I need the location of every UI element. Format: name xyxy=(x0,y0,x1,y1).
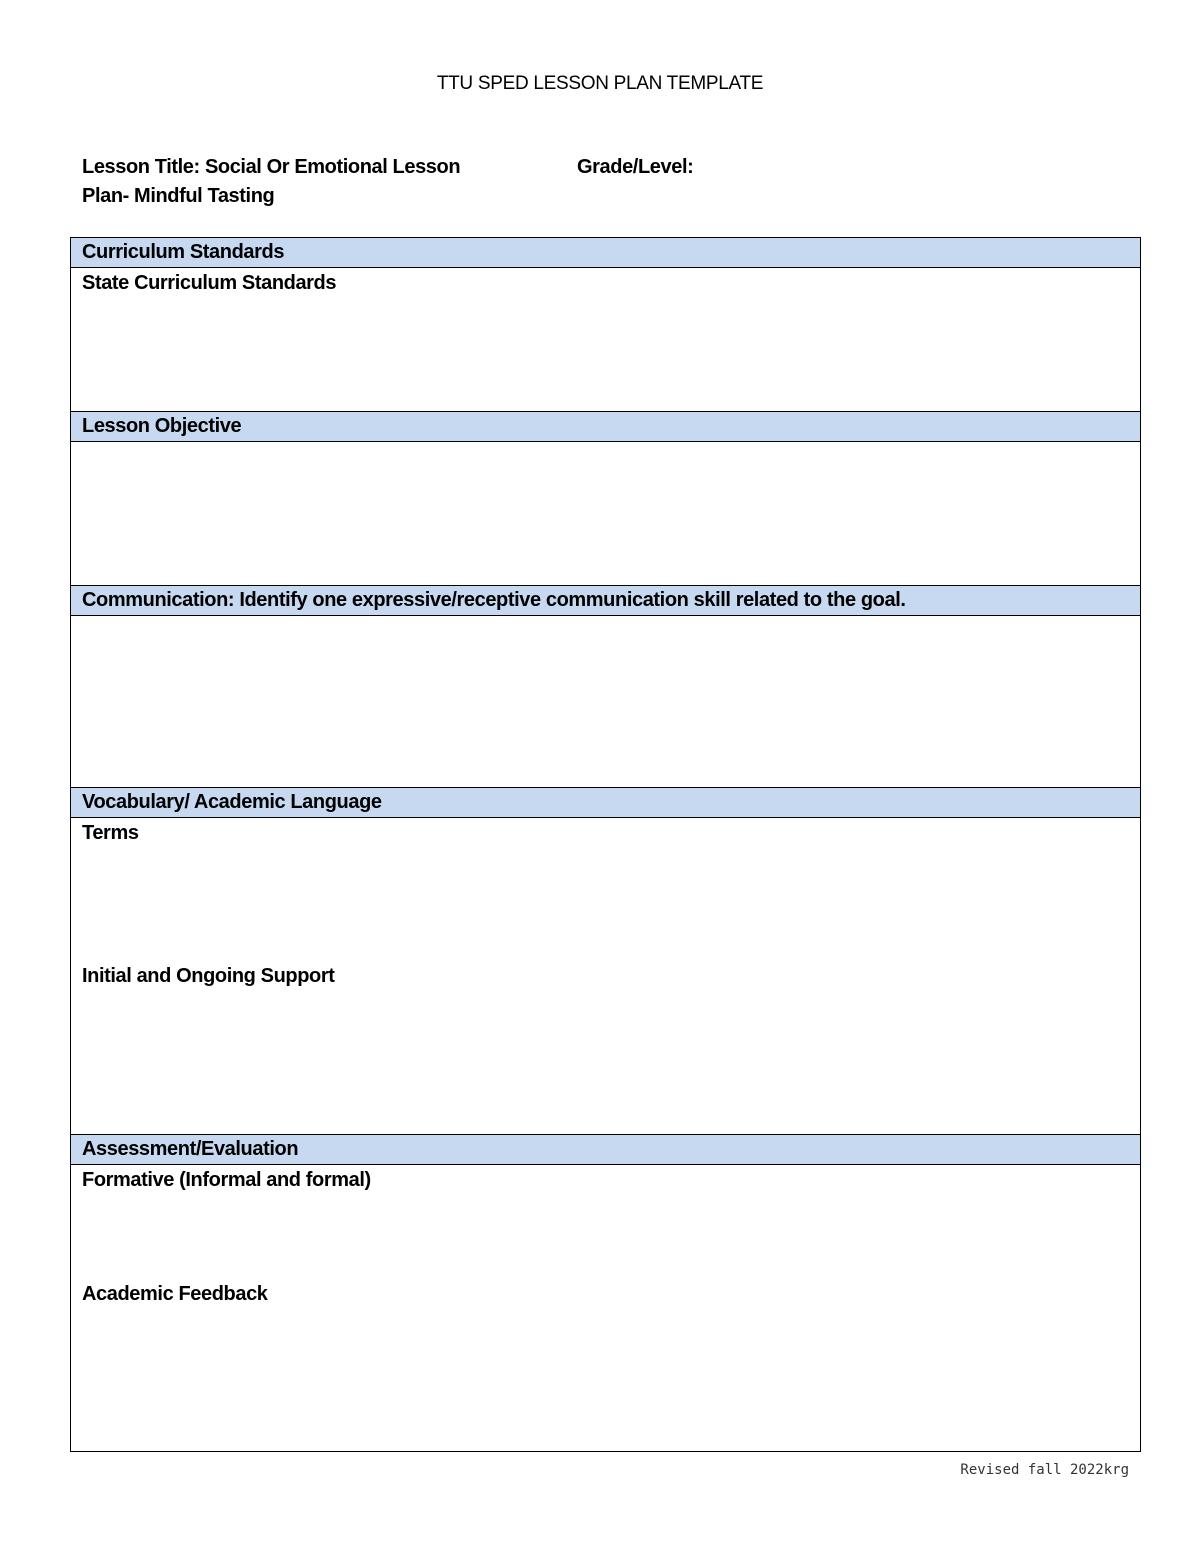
lesson-objective-body[interactable] xyxy=(71,442,1140,586)
formative-label: Formative (Informal and formal) xyxy=(82,1169,371,1191)
document-title: TTU SPED LESSON PLAN TEMPLATE xyxy=(436,73,764,94)
lesson-objective-header: Lesson Objective xyxy=(71,412,1140,442)
vocabulary-header: Vocabulary/ Academic Language xyxy=(71,788,1140,818)
communication-body[interactable] xyxy=(71,616,1140,788)
assessment-body[interactable] xyxy=(71,1165,1140,1451)
initial-ongoing-support-label: Initial and Ongoing Support xyxy=(82,965,335,987)
assessment-header: Assessment/Evaluation xyxy=(71,1135,1140,1165)
lesson-title: Lesson Title: Social Or Emotional Lesson Plan- Mindful Tasting xyxy=(82,156,461,207)
grade-level: Grade/Level: xyxy=(577,156,694,178)
terms-label: Terms xyxy=(82,822,139,844)
vocabulary-body[interactable] xyxy=(71,818,1140,1135)
curriculum-standards-body[interactable] xyxy=(71,268,1140,412)
revision-footer: Revised fall 2022krg xyxy=(960,1462,1129,1478)
lesson-plan-table xyxy=(70,237,1141,1452)
curriculum-standards-header: Curriculum Standards xyxy=(71,238,1140,268)
state-curriculum-standards-label: State Curriculum Standards xyxy=(82,272,337,294)
communication-header: Communication: Identify one expressive/receptive communication skill related to the goal. xyxy=(71,586,1140,616)
academic-feedback-label: Academic Feedback xyxy=(82,1283,268,1305)
